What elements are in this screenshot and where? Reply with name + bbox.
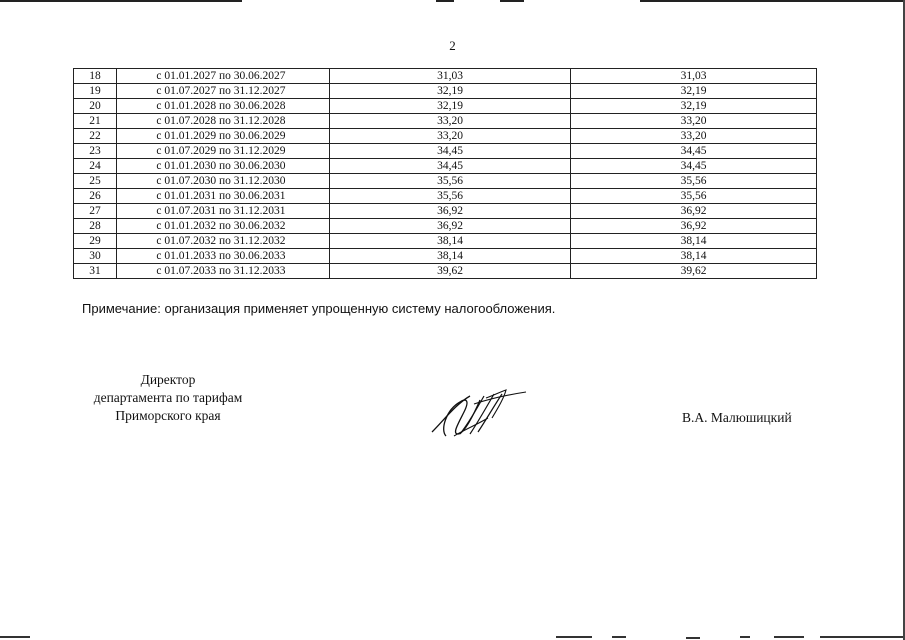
tariff-value-cell-2: 31,03 <box>571 69 817 84</box>
tariff-value-cell-1: 32,19 <box>330 99 571 114</box>
tariff-value-cell-1: 38,14 <box>330 249 571 264</box>
row-number-cell: 18 <box>74 69 117 84</box>
period-cell: с 01.01.2031 по 30.06.2031 <box>117 189 330 204</box>
period-cell: с 01.07.2032 по 31.12.2032 <box>117 234 330 249</box>
tariff-value-cell-2: 32,19 <box>571 99 817 114</box>
table-row <box>74 219 817 234</box>
row-number-cell: 20 <box>74 99 117 114</box>
tariff-value-cell-1: 34,45 <box>330 159 571 174</box>
scan-border-top <box>0 0 905 3</box>
tariff-value-cell-2: 39,62 <box>571 264 817 279</box>
row-number-cell: 27 <box>74 204 117 219</box>
period-cell: с 01.01.2027 по 30.06.2027 <box>117 69 330 84</box>
period-cell: с 01.01.2029 по 30.06.2029 <box>117 129 330 144</box>
period-cell: с 01.01.2030 по 30.06.2030 <box>117 159 330 174</box>
tariff-value-cell-2: 34,45 <box>571 144 817 159</box>
row-number-cell: 26 <box>74 189 117 204</box>
tariff-value-cell-2: 33,20 <box>571 114 817 129</box>
row-number-cell: 19 <box>74 84 117 99</box>
signer-title-line-2: департамента по тарифам <box>93 390 243 405</box>
period-cell: с 01.07.2033 по 31.12.2033 <box>117 264 330 279</box>
table-row <box>74 99 817 114</box>
table-row <box>74 264 817 279</box>
table-row <box>74 204 817 219</box>
period-cell: с 01.07.2030 по 31.12.2030 <box>117 174 330 189</box>
table-row <box>74 69 817 84</box>
row-number-cell: 21 <box>74 114 117 129</box>
table-row <box>74 174 817 189</box>
row-number-cell: 31 <box>74 264 117 279</box>
signer-title-line-3: Приморского края <box>115 408 221 423</box>
tariff-value-cell-1: 35,56 <box>330 174 571 189</box>
tariff-value-cell-2: 32,19 <box>571 84 817 99</box>
tariff-value-cell-1: 35,56 <box>330 189 571 204</box>
table-row <box>74 129 817 144</box>
signer-title-line-1: Директор <box>140 372 196 387</box>
tariff-value-cell-2: 35,56 <box>571 189 817 204</box>
tariff-value-cell-2: 36,92 <box>571 219 817 234</box>
tariff-value-cell-1: 32,19 <box>330 84 571 99</box>
period-cell: с 01.07.2027 по 31.12.2027 <box>117 84 330 99</box>
tariff-value-cell-1: 31,03 <box>330 69 571 84</box>
page-number: 2 <box>449 38 456 53</box>
period-cell: с 01.07.2029 по 31.12.2029 <box>117 144 330 159</box>
tariff-value-cell-2: 38,14 <box>571 234 817 249</box>
signature-icon <box>430 384 530 444</box>
row-number-cell: 30 <box>74 249 117 264</box>
table-row <box>74 189 817 204</box>
table-row <box>74 114 817 129</box>
table-row <box>74 144 817 159</box>
period-cell: с 01.01.2032 по 30.06.2032 <box>117 219 330 234</box>
row-number-cell: 23 <box>74 144 117 159</box>
tariff-value-cell-1: 34,45 <box>330 144 571 159</box>
tariff-value-cell-1: 39,62 <box>330 264 571 279</box>
table-row <box>74 159 817 174</box>
tariff-value-cell-1: 38,14 <box>330 234 571 249</box>
tariff-table-body <box>74 69 817 279</box>
tariff-value-cell-2: 38,14 <box>571 249 817 264</box>
tariff-value-cell-2: 34,45 <box>571 159 817 174</box>
tariff-table <box>73 68 817 279</box>
row-number-cell: 29 <box>74 234 117 249</box>
table-row <box>74 234 817 249</box>
row-number-cell: 22 <box>74 129 117 144</box>
signer-name: В.А. Малюшицкий <box>682 410 792 425</box>
tariff-value-cell-1: 36,92 <box>330 204 571 219</box>
tariff-value-cell-2: 33,20 <box>571 129 817 144</box>
tariff-value-cell-1: 33,20 <box>330 114 571 129</box>
period-cell: с 01.07.2028 по 31.12.2028 <box>117 114 330 129</box>
row-number-cell: 28 <box>74 219 117 234</box>
period-cell: с 01.01.2033 по 30.06.2033 <box>117 249 330 264</box>
tariff-value-cell-1: 33,20 <box>330 129 571 144</box>
note-text: Примечание: организация применяет упрощенную систему налогообложения. <box>82 301 556 316</box>
tariff-value-cell-2: 35,56 <box>571 174 817 189</box>
tariff-value-cell-2: 36,92 <box>571 204 817 219</box>
signer-title <box>78 371 258 425</box>
row-number-cell: 24 <box>74 159 117 174</box>
period-cell: с 01.01.2028 по 30.06.2028 <box>117 99 330 114</box>
row-number-cell: 25 <box>74 174 117 189</box>
table-row <box>74 84 817 99</box>
table-row <box>74 249 817 264</box>
period-cell: с 01.07.2031 по 31.12.2031 <box>117 204 330 219</box>
tariff-value-cell-1: 36,92 <box>330 219 571 234</box>
